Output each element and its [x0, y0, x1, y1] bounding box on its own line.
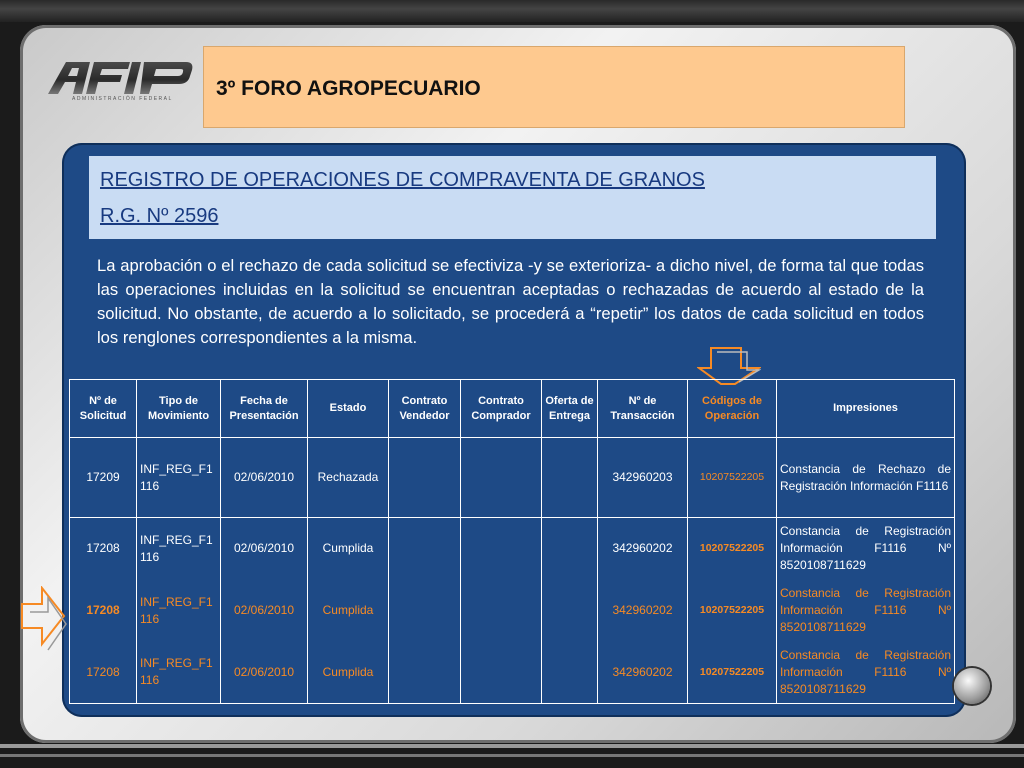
bottom-line-2	[0, 754, 1024, 757]
section-title: REGISTRO DE OPERACIONES DE COMPRAVENTA DE GRANOS	[100, 169, 705, 191]
cell-tipo: INF_REG_F1116	[137, 518, 221, 580]
table-header-row	[70, 380, 955, 438]
slide-knob	[954, 668, 990, 704]
cell-contrato-comprador	[461, 580, 542, 642]
cell-fecha: 02/06/2010	[221, 518, 308, 580]
header-oferta: Oferta de Entrega	[542, 380, 598, 438]
cell-estado: Rechazada	[308, 438, 389, 518]
header-estado: Estado	[308, 380, 389, 438]
cell-contrato-vendedor	[389, 580, 461, 642]
header-solicitud: Nº de Solicitud	[70, 380, 137, 438]
cell-fecha: 02/06/2010	[221, 580, 308, 642]
header-fecha: Fecha de Presentación	[221, 380, 308, 438]
cell-transaccion: 342960202	[598, 518, 688, 580]
cell-fecha: 02/06/2010	[221, 642, 308, 704]
page-title: 3º FORO AGROPECUARIO	[216, 77, 481, 100]
cell-oferta	[542, 438, 598, 518]
afip-logo	[46, 58, 194, 110]
table-row	[70, 642, 955, 704]
cell-tipo: INF_REG_F1116	[137, 580, 221, 642]
resolution-number: R.G. Nº 2596	[100, 205, 219, 227]
cell-tipo: INF_REG_F1116	[137, 438, 221, 518]
cell-transaccion: 342960202	[598, 642, 688, 704]
cell-fecha: 02/06/2010	[221, 438, 308, 518]
table-row	[70, 580, 955, 642]
header-transaccion: Nº de Transacción	[598, 380, 688, 438]
description-paragraph: La aprobación o el rechazo de cada solicitud se efectiviza -y se exterioriza- a dicho nivel, de forma tal que todas las operaciones incluidas en la solicitud se encuentran aceptadas o rechazadas de acuerdo al estado de la solicitud. No obstante, de acuerdo a lo solicitado, se procederá a “repetir” los datos de cada solicitud en todos los renglones correspondientes a la misma.	[97, 256, 924, 347]
cell-codigos: 10207522205	[688, 642, 777, 704]
cell-transaccion: 342960203	[598, 438, 688, 518]
cell-oferta	[542, 580, 598, 642]
cell-tipo: INF_REG_F1116	[137, 642, 221, 704]
header-contrato-vendedor: Contrato Vendedor	[389, 380, 461, 438]
table-row	[70, 438, 955, 518]
top-bar	[0, 0, 1024, 22]
cell-contrato-vendedor	[389, 518, 461, 580]
cell-transaccion: 342960202	[598, 580, 688, 642]
logo-subtitle: ADMINISTRACIÓN FEDERAL	[72, 96, 173, 102]
bottom-line	[0, 744, 1024, 748]
cell-contrato-comprador	[461, 642, 542, 704]
cell-impresiones: Constancia de Registración Información F1116 Nº 8520108711629	[777, 580, 955, 642]
right-arrow-icon	[20, 586, 68, 652]
cell-impresiones: Constancia de Rechazo de Registración Información F1116	[777, 438, 955, 518]
cell-impresiones: Constancia de Registración Información F1116 Nº 8520108711629	[777, 518, 955, 580]
cell-estado: Cumplida	[308, 580, 389, 642]
cell-codigos: 10207522205	[688, 518, 777, 580]
cell-codigos: 10207522205	[688, 580, 777, 642]
cell-impresiones: Constancia de Registración Información F1116 Nº 8520108711629	[777, 642, 955, 704]
cell-contrato-comprador	[461, 518, 542, 580]
cell-codigos: 10207522205	[688, 438, 777, 518]
cell-contrato-vendedor	[389, 642, 461, 704]
cell-solicitud: 17208	[70, 580, 137, 642]
header-tipo: Tipo de Movimiento	[137, 380, 221, 438]
header-codigos: Códigos de Operación	[688, 380, 777, 438]
cell-solicitud: 17209	[70, 438, 137, 518]
cell-estado: Cumplida	[308, 518, 389, 580]
subtitle-box	[89, 156, 936, 239]
header-impresiones: Impresiones	[777, 380, 955, 438]
cell-oferta	[542, 642, 598, 704]
operations-table	[69, 379, 955, 704]
cell-solicitud: 17208	[70, 518, 137, 580]
header-contrato-comprador: Contrato Comprador	[461, 380, 542, 438]
table-row	[70, 518, 955, 580]
cell-solicitud: 17208	[70, 642, 137, 704]
cell-contrato-vendedor	[389, 438, 461, 518]
cell-estado: Cumplida	[308, 642, 389, 704]
cell-oferta	[542, 518, 598, 580]
cell-contrato-comprador	[461, 438, 542, 518]
title-box	[203, 46, 905, 128]
